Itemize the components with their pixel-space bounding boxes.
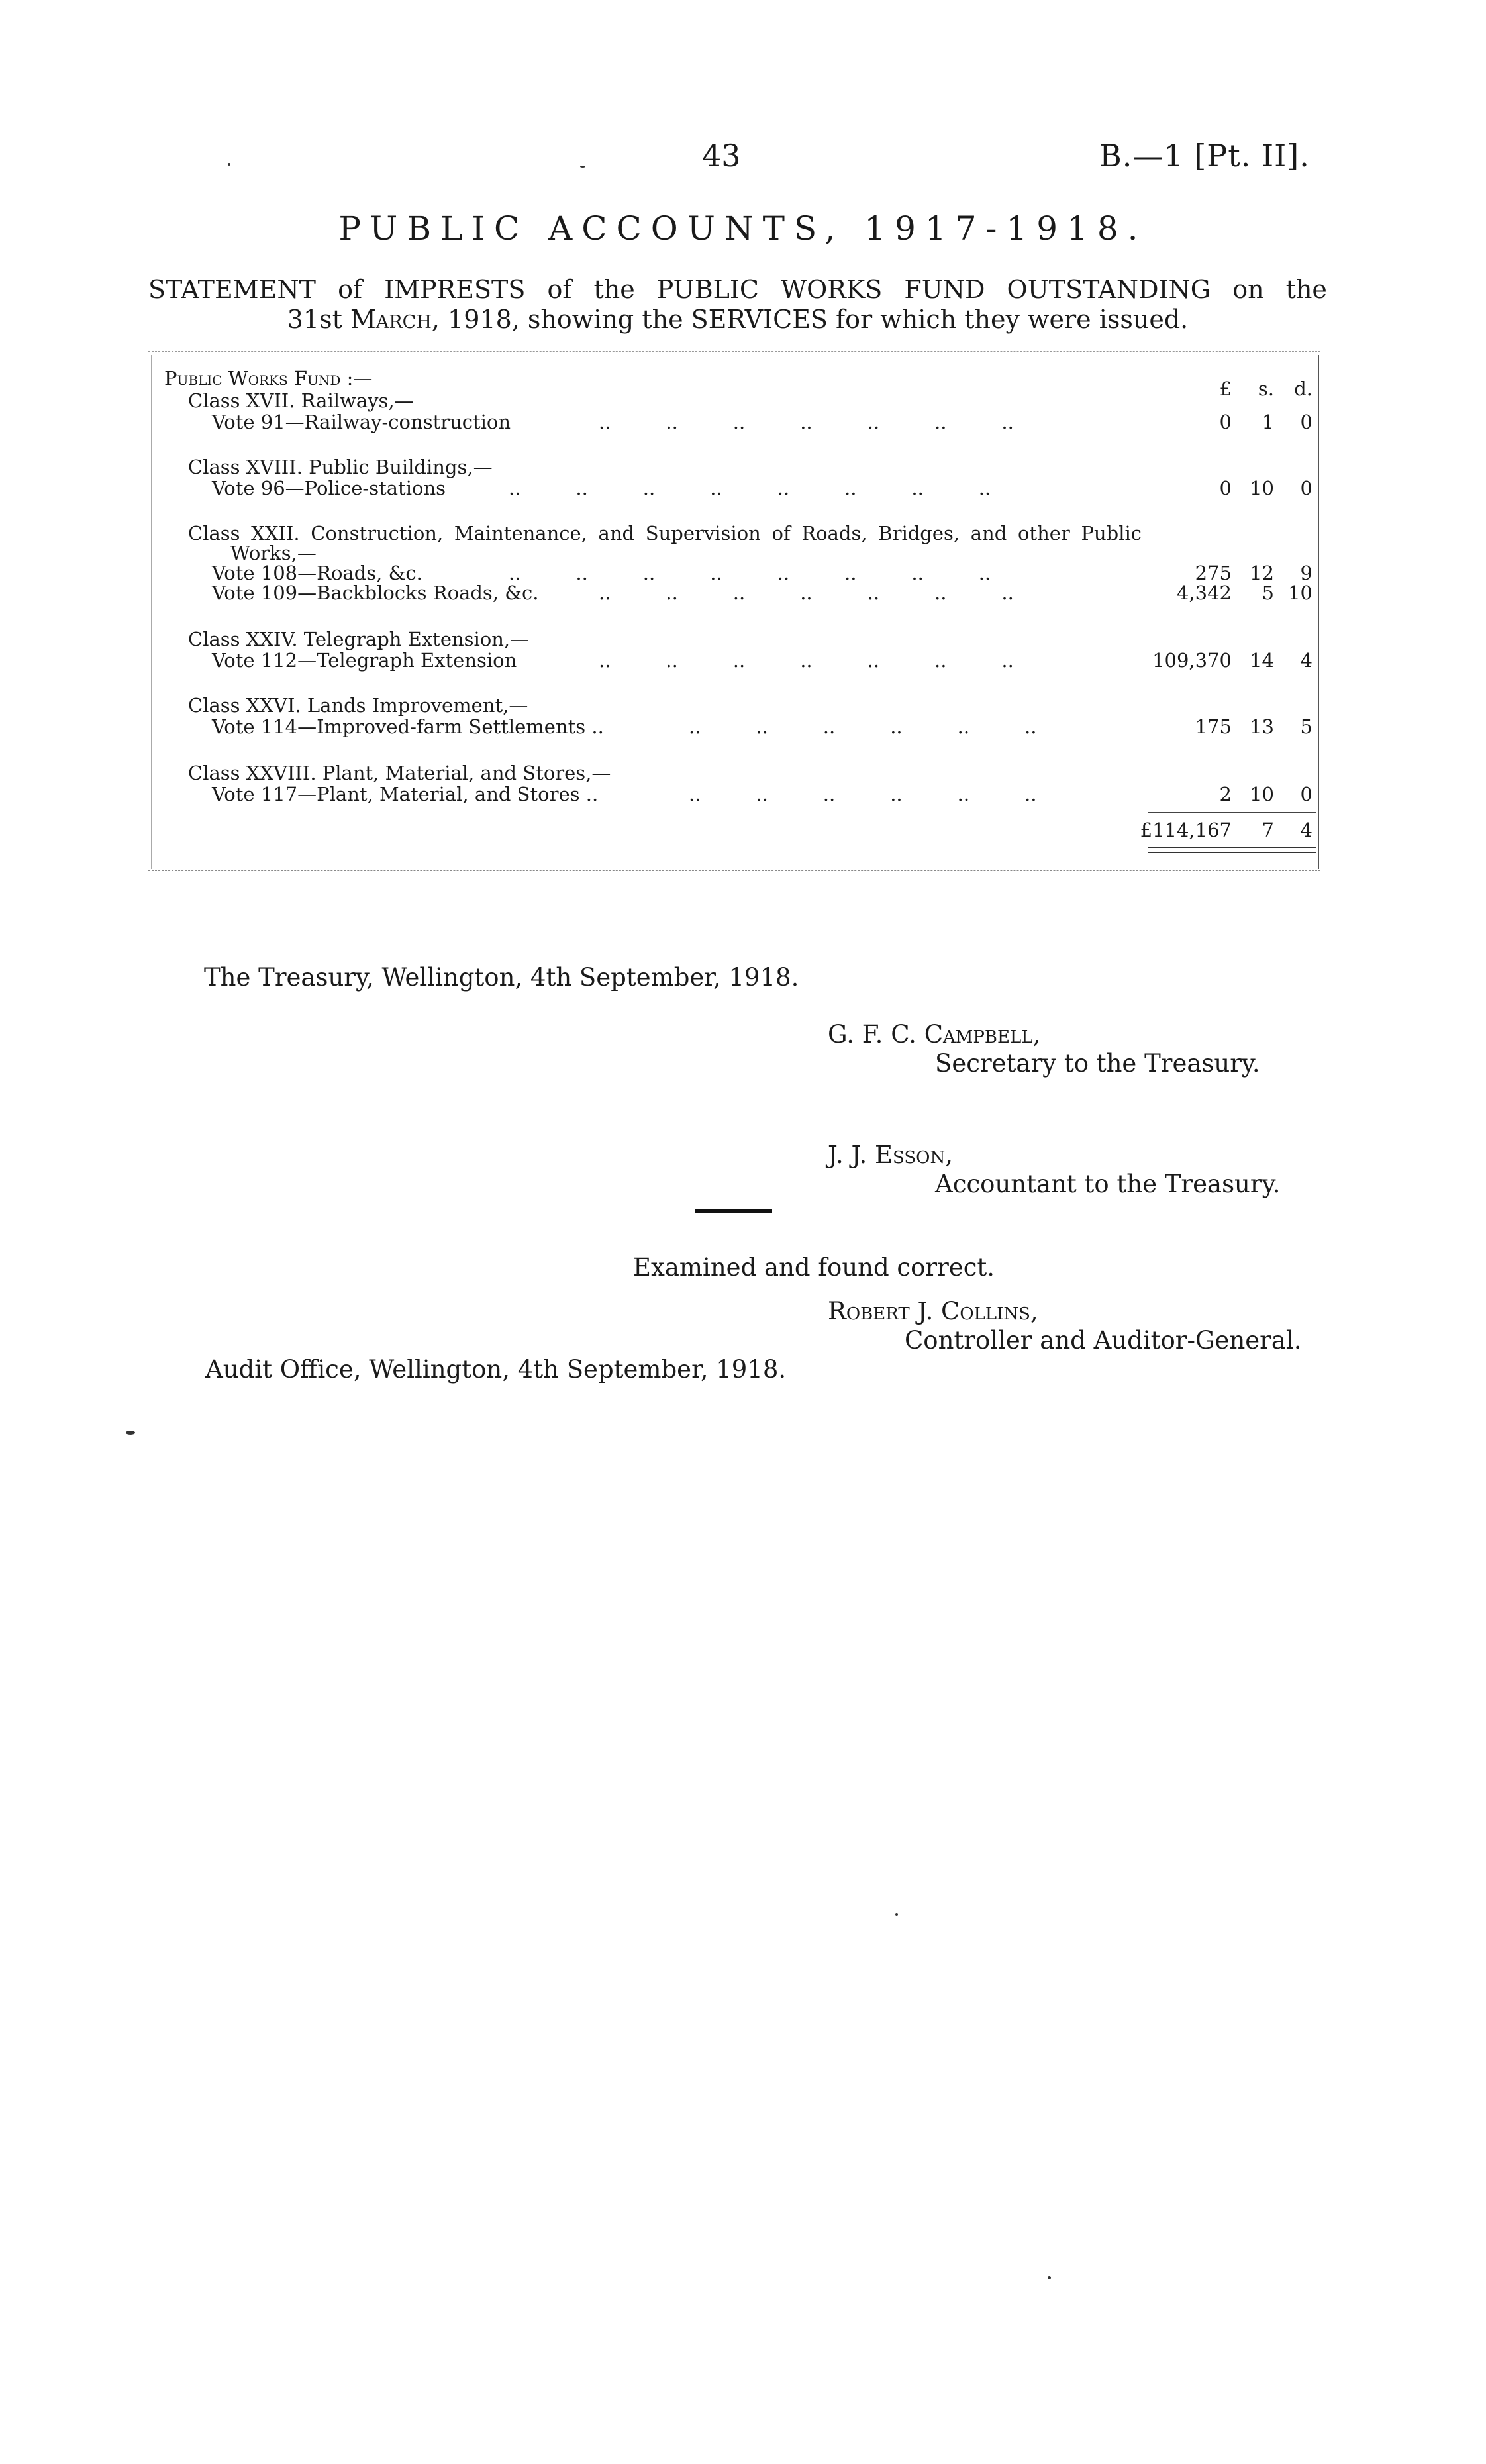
amount-pounds: 0 [1219, 411, 1232, 433]
statement-word: WORKS [781, 275, 883, 304]
leader-dots: .. .. .. .. .. .. .. [599, 411, 1014, 433]
amount-pounds: 2 [1219, 783, 1232, 805]
pence-header: d. [1294, 378, 1313, 400]
statement-word: IMPRESTS [384, 275, 526, 304]
leader-dots: .. .. .. .. .. .. [689, 783, 1037, 805]
amount-pounds: 0 [1219, 477, 1232, 499]
amount-pence: 4 [1300, 649, 1313, 672]
statement-word: STATEMENT [148, 275, 316, 304]
treasury-dateline: The Treasury, Wellington, 4th September, 1918. [204, 963, 799, 992]
statement-line-2 [148, 305, 1327, 334]
statement-word: of [338, 275, 363, 304]
amount-shillings: 10 [1250, 783, 1274, 805]
class-label: Class XXVI. Lands Improvement,— [188, 694, 528, 717]
class-label: Class XVII. Railways,— [188, 389, 414, 412]
amount-shillings: 5 [1262, 582, 1274, 604]
vote-label: Vote 108—Roads, &c. [212, 562, 422, 584]
class-label: Class XXII. Construction, Maintenance, and Supervision of Roads, Bridges, and other Public [188, 522, 1142, 544]
signatory-campbell [828, 1020, 1040, 1049]
pounds-header: £ [1219, 378, 1232, 400]
section-divider [695, 1209, 772, 1213]
class-label-continued: Works,— [230, 542, 317, 564]
fund-heading: Public Works Fund :— [164, 367, 373, 389]
scan-speck [228, 163, 230, 166]
total-pounds: £114,167 [1140, 819, 1232, 841]
class-label: Class XXIV. Telegraph Extension,— [188, 628, 530, 650]
signatory-initial: J. [909, 1297, 941, 1325]
amount-pence: 10 [1288, 582, 1313, 604]
leader-dots: .. .. .. .. .. .. .. .. [509, 562, 991, 584]
amount-pence: 0 [1300, 411, 1313, 433]
scan-speck [580, 166, 585, 168]
class-label: Class XVIII. Public Buildings,— [188, 456, 493, 478]
vote-label: Vote 114—Improved-farm Settlements .. [212, 715, 604, 738]
signatory-collins [828, 1297, 1038, 1325]
audit-dateline: Audit Office, Wellington, 4th September, 1918. [205, 1355, 787, 1384]
statement-word: the [1285, 275, 1327, 304]
leader-dots: .. .. .. .. .. .. .. [599, 649, 1014, 672]
amount-pounds: 4,342 [1176, 582, 1232, 604]
amount-shillings: 13 [1250, 715, 1274, 738]
imprest-table [148, 351, 1320, 894]
leader-dots: .. .. .. .. .. .. .. [599, 582, 1014, 604]
statement-word: FUND [904, 275, 985, 304]
leader-dots: .. .. .. .. .. .. .. .. [509, 477, 991, 499]
total-shillings: 7 [1262, 819, 1274, 841]
amount-shillings: 14 [1250, 649, 1274, 672]
statement-word: OUTSTANDING [1007, 275, 1211, 304]
signatory-surname: Esson, [874, 1141, 953, 1169]
scan-speck [895, 1913, 898, 1916]
page-reference: B.—1 [Pt. II]. [1099, 138, 1310, 174]
page-number: 43 [702, 138, 741, 174]
amount-pence: 9 [1300, 562, 1313, 584]
vote-label: Vote 96—Police-stations [212, 477, 446, 499]
vote-label: Vote 91—Railway-construction [212, 411, 511, 433]
amount-pounds: 109,370 [1152, 649, 1232, 672]
statement-word: PUBLIC [656, 275, 759, 304]
vote-label: Vote 117—Plant, Material, and Stores .. [212, 783, 599, 805]
shillings-header: s. [1258, 378, 1274, 400]
statement-line-1 [148, 275, 1327, 305]
signatory-surname: Campbell, [924, 1020, 1041, 1049]
amount-pounds: 275 [1195, 562, 1232, 584]
signatory-esson [828, 1141, 953, 1169]
amount-shillings: 1 [1262, 411, 1274, 433]
page-title: PUBLIC ACCOUNTS, 1917-1918. [338, 209, 1148, 248]
amount-pence: 5 [1300, 715, 1313, 738]
signatory-initials: G. F. C. [828, 1020, 924, 1049]
statement-word: the [593, 275, 635, 304]
statement-rest: , 1918, showing the SERVICES for which they were issued. [431, 305, 1189, 334]
vote-label: Vote 109—Backblocks Roads, &c. [212, 582, 539, 604]
scan-speck [126, 1431, 135, 1435]
statement-word: of [547, 275, 572, 304]
signatory-collins-title: Controller and Auditor-General. [905, 1326, 1302, 1355]
leader-dots: .. .. .. .. .. .. [689, 715, 1037, 738]
amount-shillings: 10 [1250, 477, 1274, 499]
amount-pounds: 175 [1195, 715, 1232, 738]
signatory-surname: Collins, [940, 1297, 1038, 1325]
statement-date-day: 31st [287, 305, 342, 334]
class-label: Class XXVIII. Plant, Material, and Stores,— [188, 762, 611, 784]
statement-heading [148, 275, 1327, 334]
signatory-campbell-title: Secretary to the Treasury. [935, 1049, 1260, 1078]
signatory-firstname: Robert [828, 1297, 910, 1325]
total-pence: 4 [1300, 819, 1313, 841]
amount-shillings: 12 [1250, 562, 1274, 584]
examined-note: Examined and found correct. [633, 1253, 995, 1282]
amount-pence: 0 [1300, 477, 1313, 499]
statement-word: on [1232, 275, 1264, 304]
signatory-initials: J. J. [828, 1141, 875, 1169]
vote-label: Vote 112—Telegraph Extension [212, 649, 517, 672]
scan-speck [1048, 2276, 1051, 2279]
amount-pence: 0 [1300, 783, 1313, 805]
signatory-esson-title: Accountant to the Treasury. [935, 1170, 1281, 1198]
statement-date-month: March [350, 305, 432, 334]
